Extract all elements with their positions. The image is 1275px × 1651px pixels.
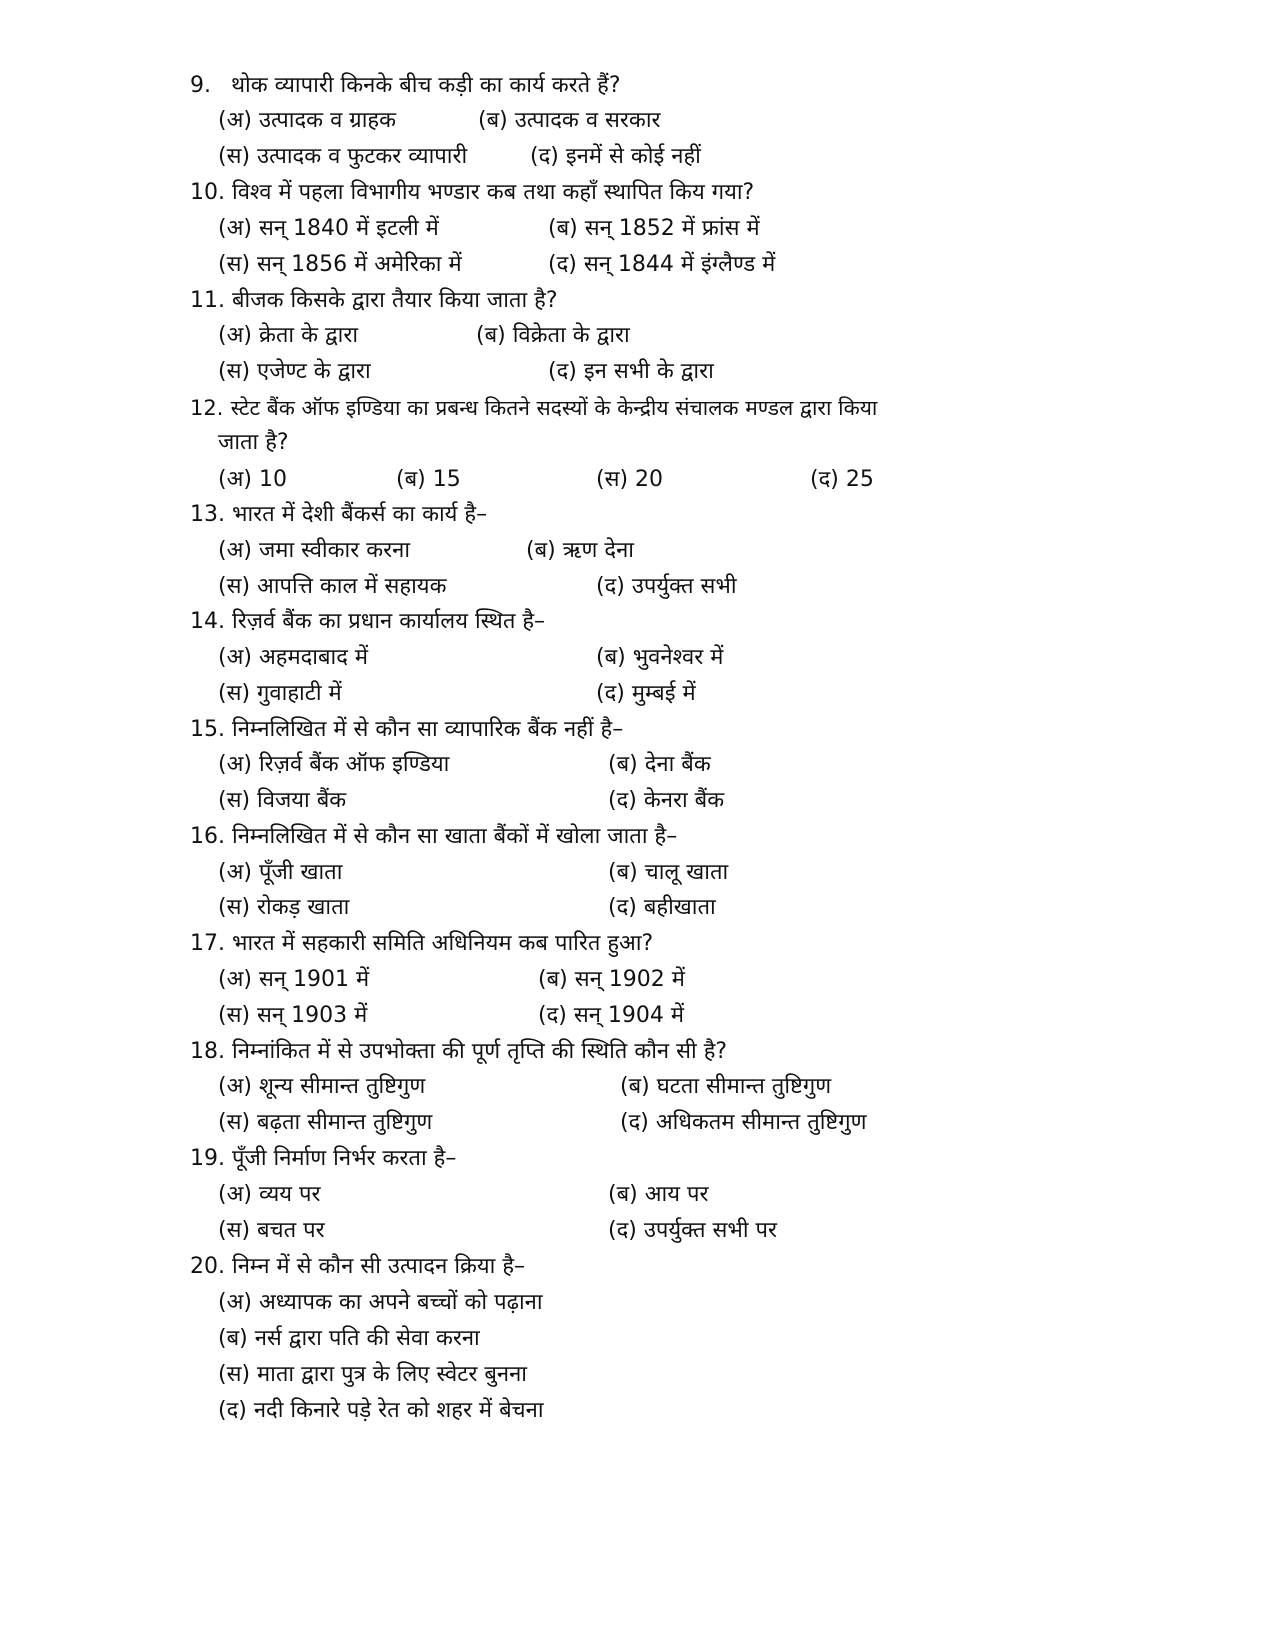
question-11 bbox=[190, 286, 558, 316]
option-a: (अ) उत्पादक व ग्राहक bbox=[218, 108, 396, 133]
option-d: (द) इनमें से कोई नहीं bbox=[530, 144, 701, 169]
question-number: 15. bbox=[190, 717, 225, 742]
question-10 bbox=[190, 178, 754, 208]
question-text: भारत में देशी बैंकर्स का कार्य है– bbox=[232, 502, 488, 527]
option-a: (अ) सन् 1840 में इटली में bbox=[218, 216, 439, 241]
option-d: (द) केनरा बैंक bbox=[608, 788, 725, 813]
question-number: 14. bbox=[190, 609, 225, 634]
option-d: (द) बहीखाता bbox=[608, 895, 716, 920]
option-b: (ब) नर्स द्वारा पति की सेवा करना bbox=[218, 1326, 480, 1351]
option-b: (ब) घटता सीमान्त तुष्टिगुण bbox=[620, 1074, 832, 1099]
option-b: (ब) देना बैंक bbox=[608, 752, 711, 777]
question-text: भारत में सहकारी समिति अधिनियम कब पारित हुआ? bbox=[232, 931, 654, 956]
question-text: पूँजी निर्माण निर्भर करता है– bbox=[232, 1146, 457, 1171]
question-number: 10. bbox=[190, 180, 225, 205]
question-12 bbox=[190, 393, 877, 423]
option-a: (अ) शून्य सीमान्त तुष्टिगुण bbox=[218, 1074, 426, 1099]
option-c: (स) सन् 1903 में bbox=[218, 1003, 368, 1028]
question-number: 9. bbox=[190, 73, 211, 98]
option-d: (द) मुम्बई में bbox=[596, 681, 696, 706]
question-text: बीजक किसके द्वारा तैयार किया जाता है? bbox=[232, 288, 558, 313]
option-a: (अ) व्यय पर bbox=[218, 1182, 321, 1207]
option-b: (ब) आय पर bbox=[608, 1182, 709, 1207]
option-b: (ब) ऋण देना bbox=[526, 538, 634, 563]
option-d: (द) उपर्युक्त सभी पर bbox=[608, 1218, 778, 1243]
option-d: (द) उपर्युक्त सभी bbox=[596, 574, 737, 599]
option-c: (स) बचत पर bbox=[218, 1218, 325, 1243]
option-c: (स) 20 bbox=[596, 467, 664, 492]
option-a: (अ) क्रेता के द्वारा bbox=[218, 323, 359, 348]
option-d: (द) 25 bbox=[810, 467, 874, 492]
option-b: (ब) उत्पादक व सरकार bbox=[478, 108, 661, 133]
question-text: थोक व्यापारी किनके बीच कड़ी का कार्य करते हैं? bbox=[231, 73, 621, 98]
question-number: 20. bbox=[190, 1254, 225, 1279]
option-b: (ब) विक्रेता के द्वारा bbox=[476, 323, 630, 348]
question-text-continued: जाता है? bbox=[218, 430, 289, 455]
question-number: 16. bbox=[190, 824, 225, 849]
question-text: निम्नांकित में से उपभोक्ता की पूर्ण तृप्ति की स्थिति कौन सी है? bbox=[232, 1039, 728, 1064]
question-15 bbox=[190, 715, 623, 745]
option-a: (अ) रिज़र्व बैंक ऑफ इण्डिया bbox=[218, 752, 450, 777]
question-13 bbox=[190, 500, 487, 530]
option-a: (अ) पूँजी खाता bbox=[218, 860, 343, 885]
option-d: (द) नदी किनारे पड़े रेत को शहर में बेचना bbox=[218, 1398, 544, 1423]
question-number: 12. bbox=[190, 396, 224, 420]
option-b: (ब) सन् 1902 में bbox=[538, 967, 685, 992]
option-c: (स) उत्पादक व फुटकर व्यापारी bbox=[218, 144, 468, 169]
option-b: (ब) चालू खाता bbox=[608, 860, 729, 885]
question-text: निम्नलिखित में से कौन सा खाता बैंकों में खोला जाता है– bbox=[232, 824, 678, 849]
question-number: 17. bbox=[190, 931, 225, 956]
option-c: (स) आपत्ति काल में सहायक bbox=[218, 574, 447, 599]
question-14 bbox=[190, 607, 545, 637]
question-number: 11. bbox=[190, 288, 225, 313]
option-b: (ब) सन् 1852 में फ्रांस में bbox=[548, 216, 760, 241]
question-18 bbox=[190, 1037, 727, 1067]
option-c: (स) सन् 1856 में अमेरिका में bbox=[218, 252, 462, 277]
option-a: (अ) अहमदाबाद में bbox=[218, 645, 369, 670]
option-b: (ब) भुवनेश्वर में bbox=[596, 645, 724, 670]
option-d: (द) अधिकतम सीमान्त तुष्टिगुण bbox=[620, 1110, 867, 1135]
question-text: रिज़र्व बैंक का प्रधान कार्यालय स्थित है– bbox=[232, 609, 546, 634]
question-text: स्टेट बैंक ऑफ इण्डिया का प्रबन्ध कितने सदस्यों के केन्द्रीय संचालक मण्डल द्वारा किया bbox=[230, 396, 878, 420]
option-c: (स) माता द्वारा पुत्र के लिए स्वेटर बुनना bbox=[218, 1362, 527, 1387]
option-c: (स) रोकड़ खाता bbox=[218, 895, 350, 920]
option-d: (द) सन् 1844 में इंग्लैण्ड में bbox=[548, 252, 776, 277]
question-text: निम्न में से कौन सी उत्पादन क्रिया है– bbox=[232, 1254, 526, 1279]
question-9 bbox=[190, 71, 621, 101]
option-d: (द) इन सभी के द्वारा bbox=[548, 359, 714, 384]
question-number: 18. bbox=[190, 1039, 225, 1064]
question-number: 19. bbox=[190, 1146, 225, 1171]
option-c: (स) गुवाहाटी में bbox=[218, 681, 342, 706]
option-c: (स) एजेण्ट के द्वारा bbox=[218, 359, 371, 384]
option-b: (ब) 15 bbox=[396, 467, 461, 492]
option-c: (स) विजया बैंक bbox=[218, 788, 347, 813]
option-a: (अ) 10 bbox=[218, 467, 287, 492]
question-20 bbox=[190, 1252, 525, 1282]
option-a: (अ) अध्यापक का अपने बच्चों को पढ़ाना bbox=[218, 1290, 543, 1315]
option-a: (अ) सन् 1901 में bbox=[218, 967, 370, 992]
option-d: (द) सन् 1904 में bbox=[538, 1003, 685, 1028]
question-text: निम्नलिखित में से कौन सा व्यापारिक बैंक नहीं है– bbox=[232, 717, 624, 742]
question-number: 13. bbox=[190, 502, 225, 527]
option-c: (स) बढ़ता सीमान्त तुष्टिगुण bbox=[218, 1110, 433, 1135]
question-text: विश्व में पहला विभागीय भण्डार कब तथा कहाँ स्थापित किय गया? bbox=[232, 180, 755, 205]
option-a: (अ) जमा स्वीकार करना bbox=[218, 538, 411, 563]
question-16 bbox=[190, 822, 677, 852]
question-17 bbox=[190, 929, 653, 959]
question-19 bbox=[190, 1144, 456, 1174]
